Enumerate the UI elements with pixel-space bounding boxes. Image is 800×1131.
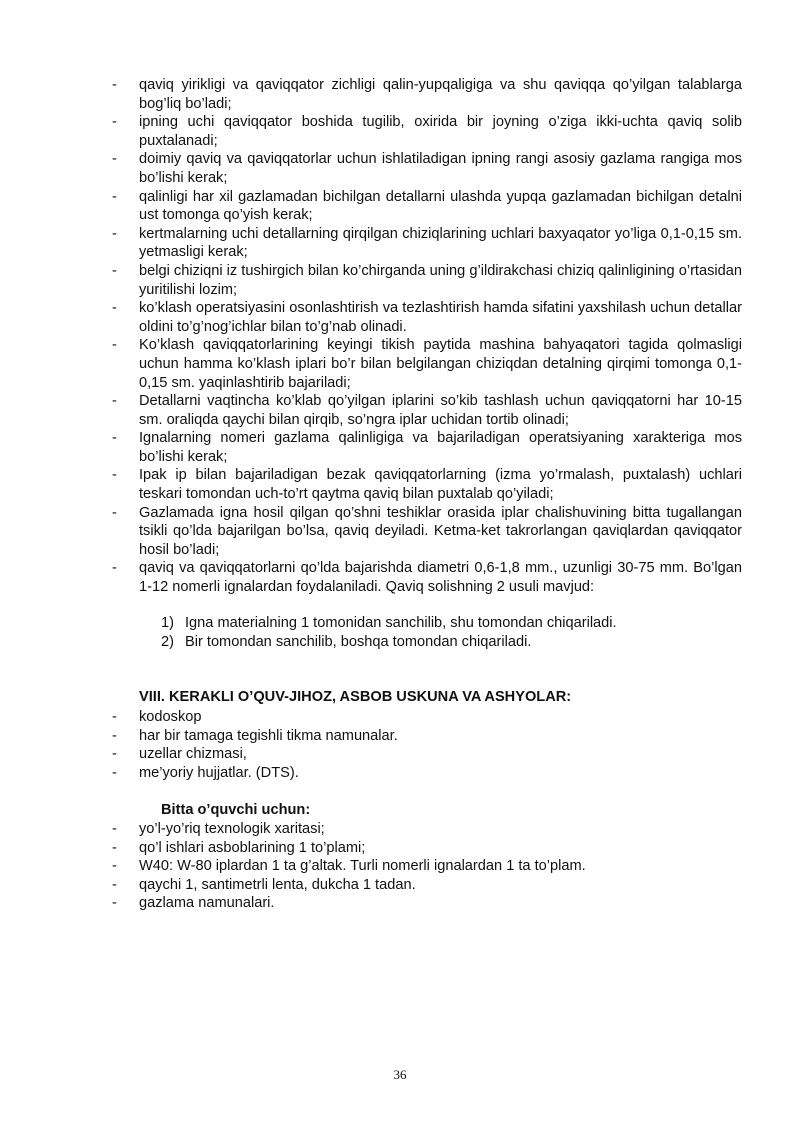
- list-item: [112, 504, 742, 560]
- list-item-text: qaychi 1, santimetrli lenta, dukcha 1 tadan.: [139, 876, 416, 893]
- list-item-text: gazlama namunalari.: [139, 895, 275, 912]
- list-item-text: doimiy qaviq va qaviqqatorlar uchun ishlatiladigan ipning rangi asosiy gazlama rangiga mos bo’lishi kerak;: [139, 151, 742, 186]
- bullet-dash: -: [112, 727, 117, 744]
- numbered-item: [161, 633, 721, 652]
- list-item-text: W40: W-80 iplardan 1 ta g’altak. Turli nomerli ignalardan 1 ta to’plam.: [139, 858, 586, 875]
- item-number: 1): [161, 615, 174, 631]
- bullet-dash: -: [112, 746, 117, 763]
- list-item: [112, 876, 742, 895]
- list-item: [112, 466, 742, 503]
- list-item: [112, 708, 742, 727]
- section-heading: VIII. KERAKLI O’QUV-JIHOZ, ASBOB USKUNA VA ASHYOLAR:: [139, 689, 572, 705]
- methods-list: [161, 614, 721, 652]
- list-item: [112, 839, 742, 858]
- item-text: Bir tomondan sanchilib, boshqa tomondan chiqariladi.: [185, 634, 532, 650]
- equipment-list: [112, 708, 742, 782]
- bullet-dash: -: [112, 895, 117, 912]
- list-item: [112, 336, 742, 392]
- list-item: [112, 745, 742, 764]
- bullet-dash: -: [112, 151, 117, 168]
- bullet-dash: -: [112, 262, 117, 279]
- list-item-text: Detallarni vaqtincha ko’klab qo’yilgan iplarini so’kib tashlash uchun qaviqqatorni har 10-15 sm. oraliqda qaychi bilan qirqib, so’ngra iplar uchidan tortib olinadi;: [139, 393, 742, 428]
- bullet-dash: -: [112, 430, 117, 447]
- item-text: Igna materialning 1 tomonidan sanchilib, shu tomondan chiqariladi.: [185, 615, 617, 631]
- bullet-dash: -: [112, 300, 117, 317]
- bullet-dash: -: [112, 504, 117, 521]
- list-item-text: qaviq yirikligi va qaviqqator zichligi qalin-yupqaligiga va shu qaviqqa qo’yilgan talablarga bog’liq bo’ladi;: [139, 77, 742, 112]
- list-item: [112, 76, 742, 113]
- list-item-text: uzellar chizmasi,: [139, 746, 247, 763]
- bullet-dash: -: [112, 225, 117, 242]
- list-item: [112, 188, 742, 225]
- list-item-text: Ignalarning nomeri gazlama qalinligiga va bajariladigan operatsiyaning xarakteriga mos bo’lishi kerak;: [139, 430, 742, 465]
- list-item: [112, 764, 742, 783]
- bullet-dash: -: [112, 114, 117, 131]
- numbered-item: [161, 614, 721, 633]
- list-item-text: qaviq va qaviqqatorlarni qo’lda bajarishda diametri 0,6-1,8 mm., uzunligi 30-75 mm. Bo’lgan 1-12 nomerli ignalardan foydalaniladi. Qaviq solishning 2 usuli mavjud:: [139, 560, 742, 596]
- page-number: 36: [393, 1067, 407, 1082]
- bullet-dash: -: [112, 876, 117, 893]
- list-item: [112, 113, 742, 150]
- sub-heading: Bitta o’quvchi uchun:: [161, 802, 311, 818]
- bullet-dash: -: [112, 858, 117, 875]
- list-item-text: ipning uchi qaviqqator boshida tugilib, oxirida bir joyning o’ziga ikki-uchta qaviq solib puxtalanadi;: [139, 114, 742, 149]
- list-item: [112, 894, 742, 913]
- bullet-dash: -: [112, 839, 117, 856]
- list-item-text: kertmalarning uchi detallarning qirqilgan chiziqlarining uchlari baxyaqator yo’liga 0,1-0,15 sm. yetmasligi kerak;: [139, 225, 742, 261]
- per-student-list: [112, 820, 742, 913]
- list-item-text: har bir tamaga tegishli tikma namunalar.: [139, 727, 398, 744]
- list-item: [112, 150, 742, 187]
- bullet-dash: -: [112, 821, 117, 837]
- list-item-text: kodoskop: [139, 709, 202, 725]
- bullet-dash: -: [112, 188, 117, 205]
- list-item-text: qalinligi har xil gazlamadan bichilgan detallarni ulashda yupqa gazlamadan bichilgan detalni ust tomonga qo’yish kerak;: [139, 188, 742, 224]
- bullet-dash: -: [112, 337, 117, 354]
- bullet-dash: -: [112, 467, 117, 484]
- list-item: [112, 392, 742, 429]
- item-number: 2): [161, 634, 174, 650]
- list-item-text: Gazlamada igna hosil qilgan qo’shni teshiklar orasida iplar chalishuvining bitta tugallangan tsikli qo’lda bajarilgan bo’lsa, qaviq deyiladi. Ketma-ket takrorlangan qaviqlardan qaviqqator hosil bo’ladi;: [139, 504, 742, 558]
- bullet-dash: -: [112, 709, 117, 725]
- list-item-text: qo’l ishlari asboblarining 1 to’plami;: [139, 839, 366, 856]
- list-item-text: Ko’klash qaviqqatorlarining keyingi tikish paytida mashina bahyaqatori tagida qolmasligi uchun hamma ko’klash iplari bo’r bilan belgilangan chiziqdan detalning qirqimi tomonga 0,1-0,15 sm. yaqinlashtirib bajariladi;: [139, 337, 742, 391]
- requirements-list: [112, 76, 742, 597]
- list-item: [112, 857, 742, 876]
- bullet-dash: -: [112, 560, 117, 577]
- list-item: [112, 727, 742, 746]
- list-item-text: yo’l-yo’riq texnologik xaritasi;: [139, 821, 325, 837]
- list-item: [112, 429, 742, 466]
- list-item: [112, 225, 742, 262]
- list-item-text: Ipak ip bilan bajariladigan bezak qaviqqatorlarning (izma yo’rmalash, puxtalash) uchlari teskari tomondan uch-to’rt qaytma qaviq bilan puxtalab qo’yiladi;: [139, 467, 742, 503]
- list-item-text: me’yoriy hujjatlar. (DTS).: [139, 764, 299, 781]
- list-item-text: ko’klash operatsiyasini osonlashtirish va tezlashtirish hamda sifatini yaxshilash uchun detallar oldini to’g’nog’ichlar bilan to’g’nab olinadi.: [139, 300, 742, 335]
- list-item: [112, 299, 742, 336]
- list-item-text: belgi chiziqni iz tushirgich bilan ko’chirganda uning g’ildirakchasi chiziq qalinligining o’rtasidan yuritilishi lozim;: [139, 262, 742, 298]
- bullet-dash: -: [112, 764, 117, 781]
- list-item: [112, 262, 742, 299]
- list-item: [112, 820, 742, 839]
- bullet-dash: -: [112, 393, 117, 410]
- list-item: [112, 559, 742, 596]
- bullet-dash: -: [112, 77, 117, 93]
